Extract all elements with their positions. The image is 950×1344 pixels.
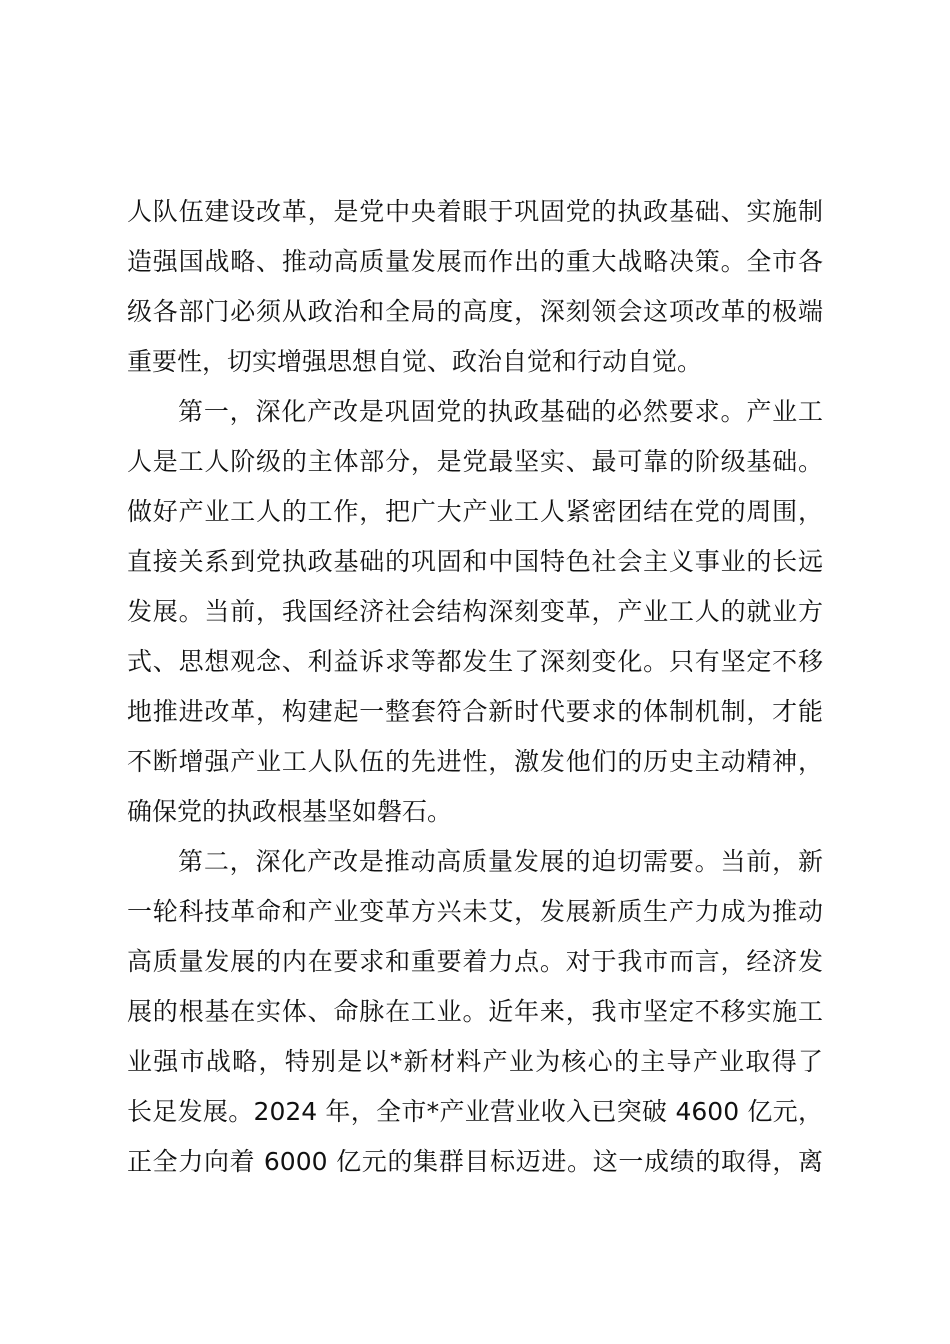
text-line: 做好产业工人的工作，把广大产业工人紧密团结在党的周围，: [127, 497, 823, 526]
text-line: 人队伍建设改革，是党中央着眼于巩固党的执政基础、实施制: [127, 197, 823, 226]
document-body: [127, 187, 823, 1187]
text-line: 第二，深化产改是推动高质量发展的迫切需要。当前，新: [178, 847, 823, 876]
text-line: 确保党的执政根基坚如磐石。: [127, 797, 453, 826]
text-line: 地推进改革，构建起一整套符合新时代要求的体制机制，才能: [127, 697, 823, 726]
text-line: 人是工人阶级的主体部分，是党最坚实、最可靠的阶级基础。: [127, 447, 823, 476]
text-line: 正全力向着 6000 亿元的集群目标迈进。这一成绩的取得，离: [127, 1147, 823, 1176]
text-line: 一轮科技革命和产业变革方兴未艾，发展新质生产力成为推动: [127, 897, 823, 926]
paragraph: [127, 187, 823, 387]
paragraph: [127, 837, 823, 1187]
paragraph: [127, 387, 823, 837]
text-line: 业强市战略，特别是以*新材料产业为核心的主导产业取得了: [127, 1047, 823, 1076]
text-line: 长足发展。2024 年，全市*产业营业收入已突破 4600 亿元，: [127, 1097, 823, 1126]
text-line: 不断增强产业工人队伍的先进性，激发他们的历史主动精神，: [127, 747, 823, 776]
text-line: 直接关系到党执政基础的巩固和中国特色社会主义事业的长远: [127, 547, 823, 576]
text-line: 造强国战略、推动高质量发展而作出的重大战略决策。全市各: [127, 247, 823, 276]
text-line: 级各部门必须从政治和全局的高度，深刻领会这项改革的极端: [127, 297, 823, 326]
text-line: 高质量发展的内在要求和重要着力点。对于我市而言，经济发: [127, 947, 823, 976]
text-line: 式、思想观念、利益诉求等都发生了深刻变化。只有坚定不移: [127, 647, 823, 676]
text-line: 第一，深化产改是巩固党的执政基础的必然要求。产业工: [178, 397, 823, 426]
text-line: 发展。当前，我国经济社会结构深刻变革，产业工人的就业方: [127, 597, 823, 626]
text-line: 重要性，切实增强思想自觉、政治自觉和行动自觉。: [127, 347, 703, 376]
text-line: 展的根基在实体、命脉在工业。近年来，我市坚定不移实施工: [127, 997, 823, 1026]
